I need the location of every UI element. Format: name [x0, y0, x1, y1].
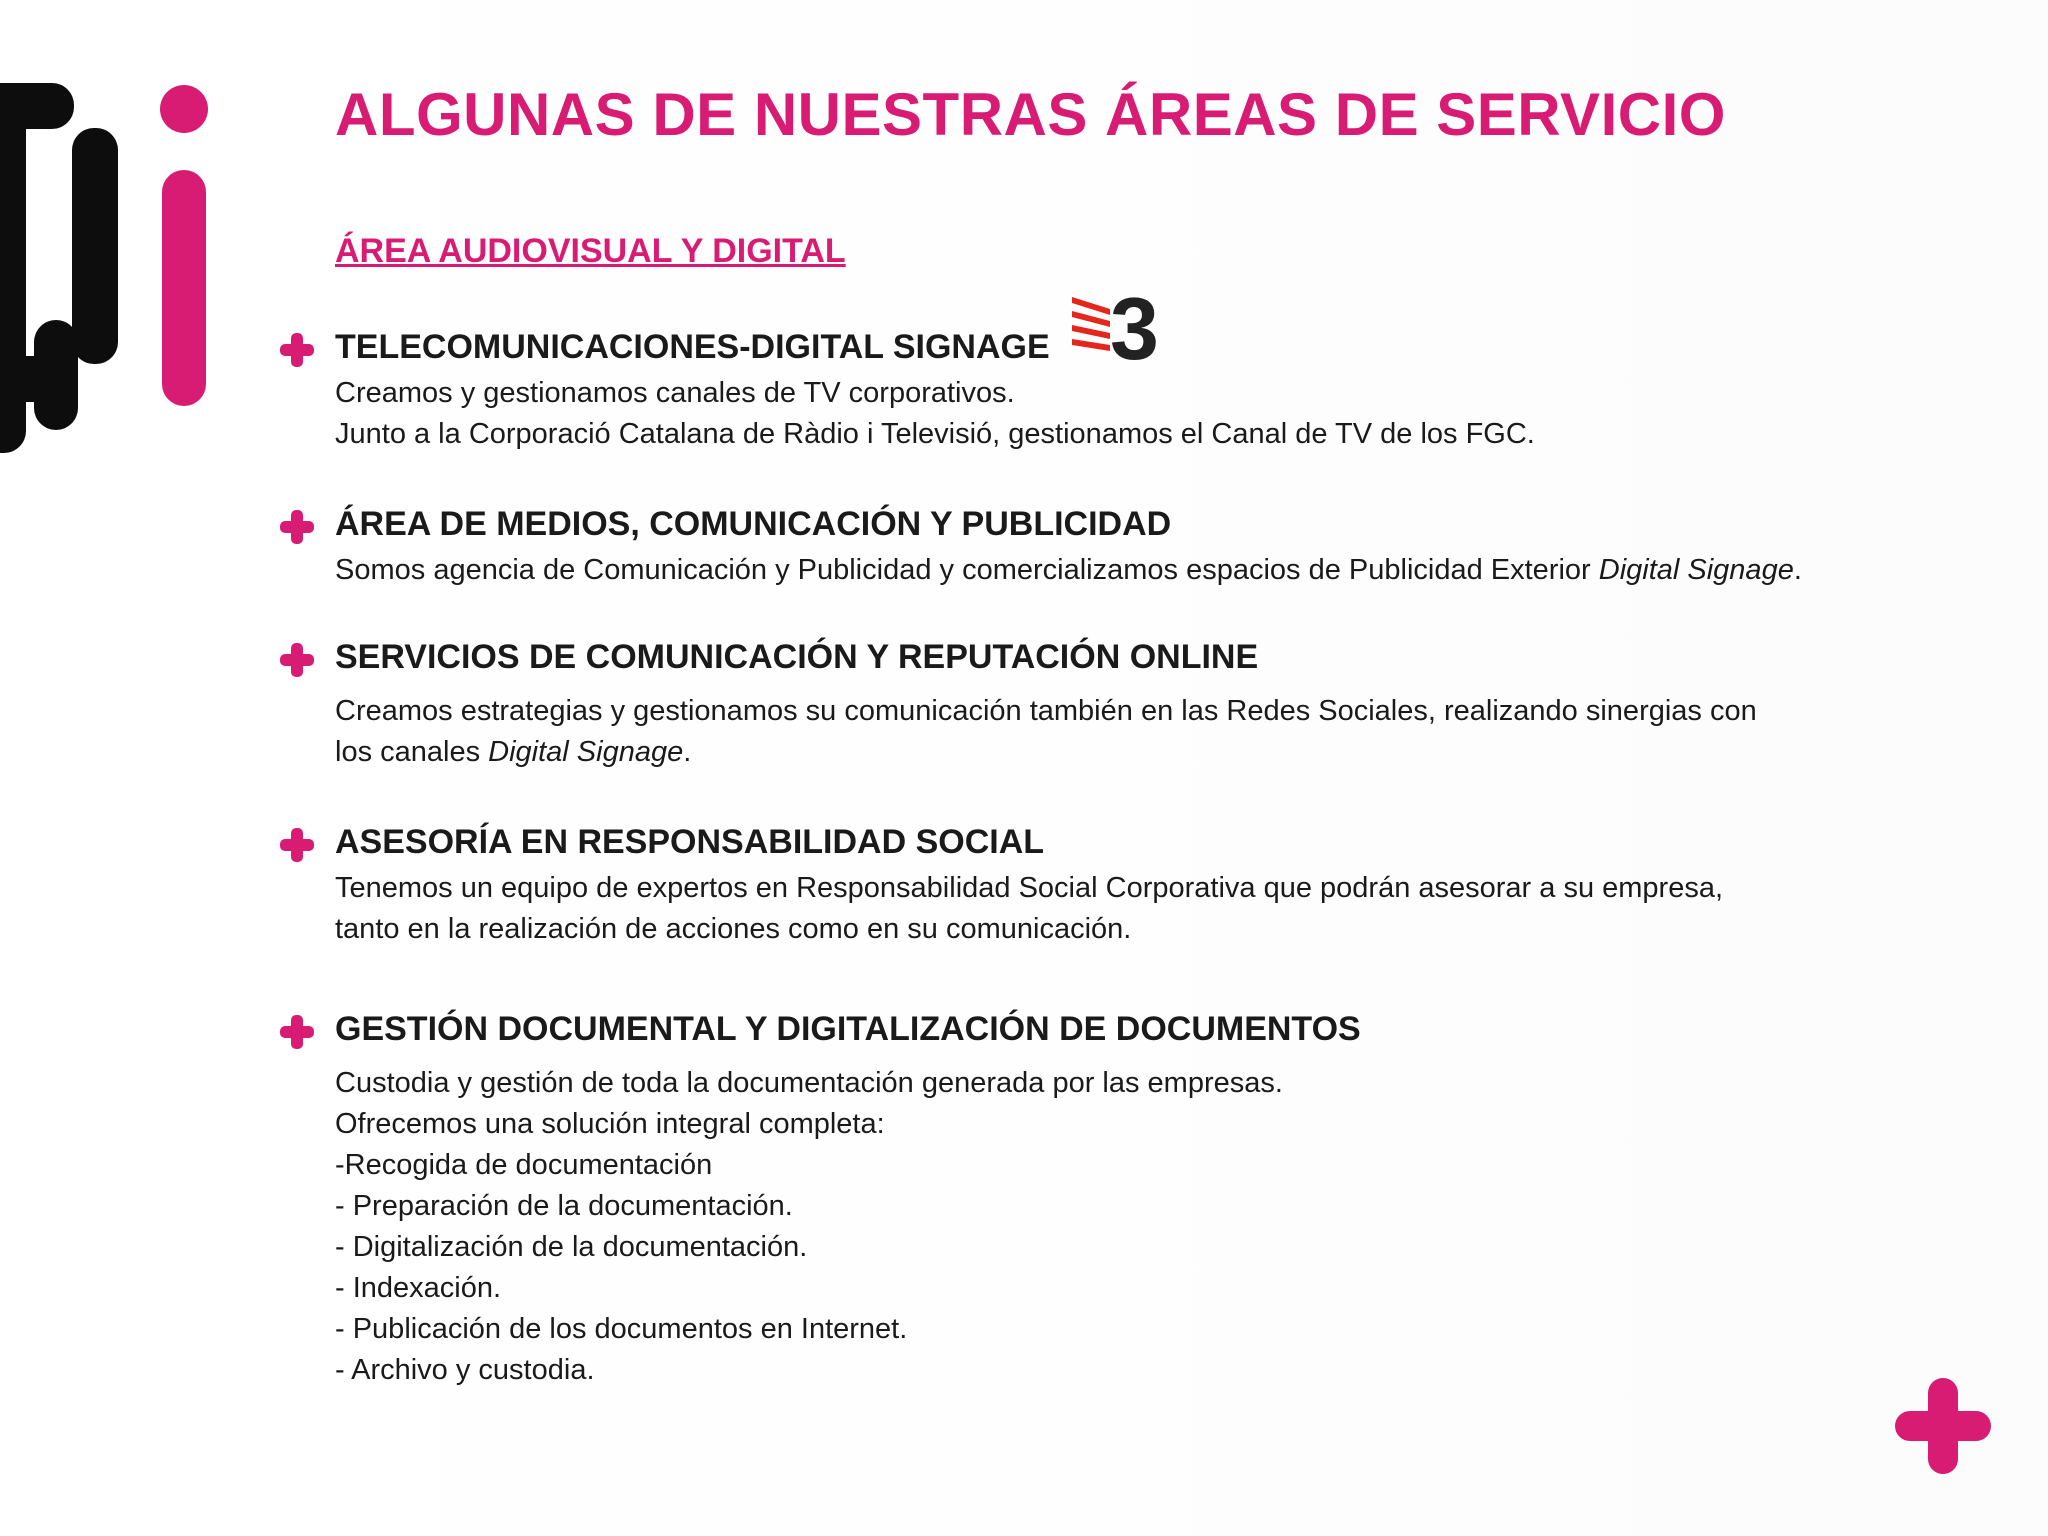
brand-bar-magenta [162, 170, 206, 406]
service-telecom [335, 325, 1975, 455]
plus-bullet-icon [280, 333, 314, 367]
plus-bullet-icon [280, 1015, 314, 1049]
service-description [335, 868, 1975, 950]
list-item: - Preparación de la documentación. [335, 1190, 793, 1222]
service-heading [335, 502, 1975, 546]
description-line [335, 732, 1975, 773]
list-item: - Digitalización de la documentación. [335, 1231, 808, 1263]
service-heading [335, 1007, 1975, 1051]
section-subtitle: ÁREA AUDIOVISUAL Y DIGITAL [335, 232, 846, 270]
description-line: Creamos y gestionamos canales de TV corporativos. [335, 377, 1015, 409]
description-italic-text: Digital Signage [1598, 554, 1794, 586]
service-description [335, 691, 1975, 773]
service-heading-text: SERVICIOS DE COMUNICACIÓN Y REPUTACIÓN ONLINE [335, 638, 1259, 676]
description-text: los canales [335, 736, 489, 768]
description-italic-text: Digital Signage [488, 736, 684, 768]
plus-bullet-icon [280, 510, 314, 544]
description-line: Custodia y gestión de toda la documentación generada por las empresas. [335, 1067, 1283, 1099]
page-title: ALGUNAS DE NUESTRAS ÁREAS DE SERVICIO [335, 81, 1726, 148]
plus-bullet-icon [280, 643, 314, 677]
brand-bar-black-middle [72, 128, 118, 364]
corner-plus-icon [1895, 1378, 1991, 1474]
service-description [335, 373, 1975, 455]
description-text: Somos agencia de Comunicación y Publicidad y comercializamos espacios de Publicidad Exterior [335, 554, 1599, 586]
service-heading-text: TELECOMUNICACIONES-DIGITAL SIGNAGE [335, 328, 1050, 366]
service-description [335, 550, 1975, 591]
service-description [335, 1063, 1975, 1391]
description-line: Creamos estrategias y gestionamos su comunicación también en las Redes Sociales, realizando sinergias con [335, 695, 1757, 727]
service-document-management [335, 1007, 1975, 1391]
tv3-logo-digit: 3 [1110, 285, 1159, 365]
service-media [335, 502, 1975, 591]
description-line: Junto a la Corporació Catalana de Ràdio i Televisió, gestionamos el Canal de TV de los FGC. [335, 418, 1535, 450]
list-item: - Indexación. [335, 1272, 502, 1304]
description-line [335, 550, 1975, 591]
description-line: Tenemos un equipo de expertos en Responsabilidad Social Corporativa que podrán asesorar a su empresa, [335, 872, 1724, 904]
description-text: . [1793, 554, 1802, 586]
list-item: - Archivo y custodia. [335, 1354, 595, 1386]
service-heading [335, 635, 1975, 679]
description-line: tanto en la realización de acciones como en su comunicación. [335, 913, 1132, 945]
service-online-reputation [335, 635, 1975, 773]
list-item: -Recogida de documentación [335, 1149, 713, 1181]
service-heading [335, 820, 1975, 864]
service-social-responsibility [335, 820, 1975, 950]
description-text: . [683, 736, 692, 768]
service-heading-text: ÁREA DE MEDIOS, COMUNICACIÓN Y PUBLICIDAD [335, 505, 1172, 543]
service-heading-text: GESTIÓN DOCUMENTAL Y DIGITALIZACIÓN DE DOCUMENTOS [335, 1010, 1361, 1048]
description-line: Ofrecemos una solución integral completa: [335, 1108, 885, 1140]
service-heading-text: ASESORÍA EN RESPONSABILIDAD SOCIAL [335, 823, 1045, 861]
plus-bullet-icon [280, 828, 314, 862]
tv3-stripe-1 [1072, 297, 1110, 315]
brand-dot-magenta [160, 85, 208, 133]
service-heading [335, 325, 1975, 369]
list-item: - Publicación de los documentos en Internet. [335, 1313, 908, 1345]
